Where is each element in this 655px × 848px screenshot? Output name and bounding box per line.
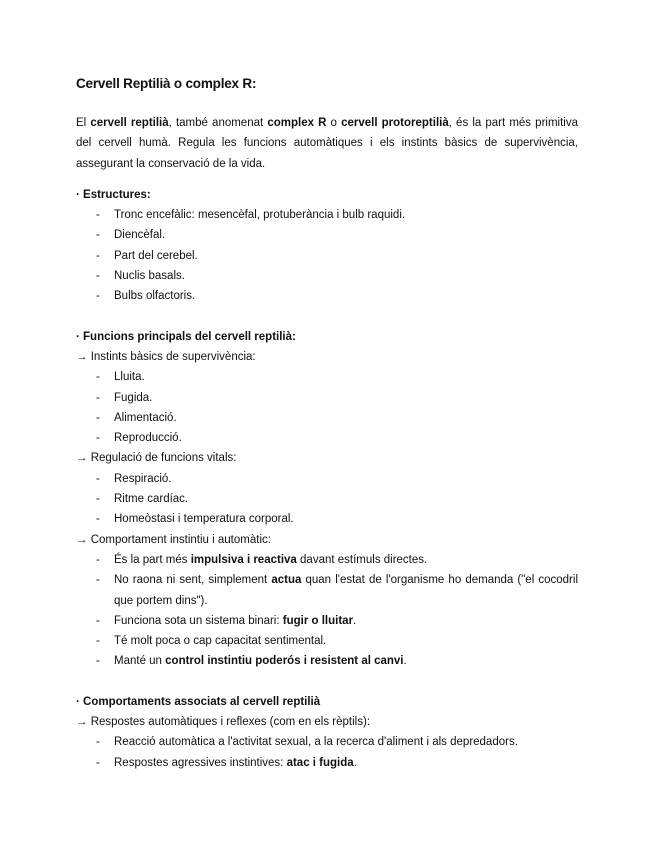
subheading-instints: → Instints bàsics de supervivència: <box>76 350 256 363</box>
dash-bullet: - <box>96 432 100 445</box>
dash-bullet: - <box>96 472 100 485</box>
dash-bullet: - <box>96 756 100 769</box>
list-item: - Respostes agressives instintives: atac i fugida. <box>76 753 578 773</box>
respostes-list <box>76 732 578 773</box>
section-title-comportaments: · Comportaments associats al cervell reptilià <box>76 695 321 708</box>
section-title-estructures: · Estructures: <box>76 188 151 201</box>
list-item: - Diencèfal. <box>76 225 578 245</box>
list-item: - Tronc encefàlic: mesencèfal, protuberància i bulb raquidi. <box>76 205 578 225</box>
dash-bullet: - <box>96 553 100 566</box>
list-item: - Reacció automàtica a l'activitat sexual, a la recerca d'aliment i als depredadors. <box>76 732 578 752</box>
dash-bullet: - <box>96 411 100 424</box>
list-item: - Part del cerebel. <box>76 246 578 266</box>
dash-bullet: - <box>96 249 100 262</box>
list-item: - Reproducció. <box>76 428 578 448</box>
term-complex-r: complex R <box>267 117 327 129</box>
dash-bullet: - <box>96 614 100 627</box>
section-comportaments <box>76 692 578 773</box>
instints-list <box>76 367 578 448</box>
list-item: - Té molt poca o cap capacitat sentimental. <box>76 631 578 651</box>
dash-bullet: - <box>96 290 100 303</box>
term-cervell-reptilia: cervell reptilià <box>90 117 169 129</box>
dash-bullet: - <box>96 229 100 242</box>
estructures-list <box>76 205 578 306</box>
dash-bullet: - <box>96 209 100 222</box>
list-item: - Fugida. <box>76 388 578 408</box>
dash-bullet: - <box>96 270 100 283</box>
dash-bullet: - <box>96 736 100 749</box>
list-item: - No raona ni sent, simplement actua quan l'estat de l'organisme ho demanda ("el cocodril que portem dins"). <box>76 570 578 611</box>
subheading-regulacio: → Regulació de funcions vitals: <box>76 452 237 465</box>
subheading-respostes: → Respostes automàtiques i reflexes (com en els rèptils): <box>76 716 371 729</box>
dash-bullet: - <box>96 574 100 587</box>
section-funcions <box>76 327 578 672</box>
dash-bullet: - <box>96 493 100 506</box>
document-title: Cervell Reptilià o complex R: <box>76 76 257 91</box>
list-item: - Homeòstasi i temperatura corporal. <box>76 509 578 529</box>
dash-bullet: - <box>96 371 100 384</box>
intro-paragraph: El cervell reptilià, també anomenat complex R o cervell protoreptilià, és la part més primitiva del cervell humà. Regula les funcions automàtiques i els instints bàsics de supervivència, assegurant la conservació de la vida. <box>76 117 578 170</box>
list-item: - Bulbs olfactoris. <box>76 286 578 306</box>
section-estructures <box>76 185 578 307</box>
list-item: - Lluita. <box>76 367 578 387</box>
term-cervell-protoreptilia: cervell protoreptilià <box>341 117 449 129</box>
dash-bullet: - <box>96 391 100 404</box>
list-item: - Manté un control instintiu poderós i resistent al canvi. <box>76 651 578 671</box>
dash-bullet: - <box>96 635 100 648</box>
dash-bullet: - <box>96 655 100 668</box>
list-item: - Funciona sota un sistema binari: fugir o lluitar. <box>76 611 578 631</box>
regulacio-list <box>76 469 578 530</box>
list-item: - Respiració. <box>76 469 578 489</box>
list-item: - És la part més impulsiva i reactiva davant estímuls directes. <box>76 550 578 570</box>
section-title-funcions: · Funcions principals del cervell reptilià: <box>76 330 296 343</box>
list-item: - Nuclis basals. <box>76 266 578 286</box>
list-item: - Alimentació. <box>76 408 578 428</box>
subheading-comportament: → Comportament instintiu i automàtic: <box>76 533 271 546</box>
dash-bullet: - <box>96 513 100 526</box>
list-item: - Ritme cardíac. <box>76 489 578 509</box>
comportament-list <box>76 550 578 672</box>
document-page <box>76 74 578 773</box>
